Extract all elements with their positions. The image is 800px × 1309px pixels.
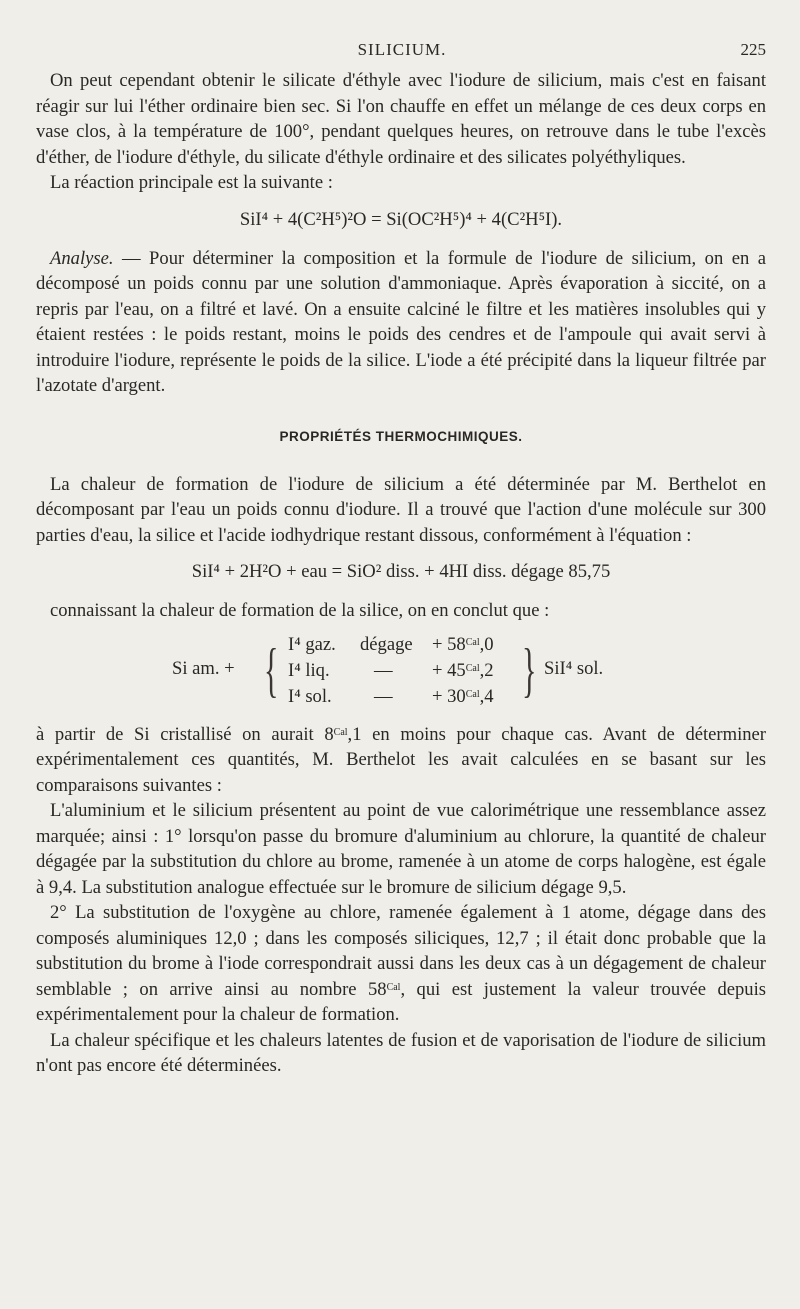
system-row: I⁴ sol. — + $30^{Cal},4$ bbox=[288, 685, 494, 707]
analyse-text: — Pour déterminer la composition et la formule de l'iodure de silicium, on en a décomposé un poids connu par une solution d'ammoniaque. Après évaporation à siccité, on a repris par l'eau, on a filtré et lavé. On a ensuite calciné le filtre et les matières insolubles qui y étaient restées : le poids restant, moins le poids des cendres et de l'ampoule qui avait servi à introduire l'iodure, représente le poids de la silice. L'iode a été précipité dans la liqueur filtrée par l'azotate d'argent. bbox=[36, 247, 766, 396]
paragraph-crystallised: à partir de Si cristallisé on aurait $8^{Cal},1$ en moins pour chaque cas. Avant de déterminer expérimentalement ces quantités, M. Berthelot les avait calculées en se basant sur les comparaisons suivantes : bbox=[36, 723, 766, 796]
paragraph-aluminium: L'aluminium et le silicium présentent au point de vue calorimétrique une ressemblance assez marquée; ainsi : 1° lorsqu'on passe du bromure d'aluminium au chlorure, la quantité de chaleur dégagée par la substitution du chlore au brome, ramenée à un atome de corps halogène, est égale à 9,4. La substitution analogue effectuée sur le bromure de silicium dégage 9,5. bbox=[36, 800, 766, 898]
paragraph-specific-heat: La chaleur spécifique et les chaleurs latentes de fusion et de vaporisation de l'iodure de silicium n'ont pas encore été déterminées. bbox=[36, 1029, 766, 1076]
running-title: SILICIUM. bbox=[357, 40, 447, 59]
system-row: I⁴ gaz. dégage + $58^{Cal},0$ bbox=[288, 633, 494, 655]
system-row: I⁴ liq. — + $45^{Cal},2$ bbox=[288, 659, 494, 681]
analyse-label: Analyse. bbox=[50, 247, 114, 269]
right-brace: } bbox=[522, 636, 537, 703]
paragraph-reaction-intro: La réaction principale est la suivante : bbox=[50, 172, 333, 193]
paragraph-analyse bbox=[36, 246, 766, 399]
system-rows bbox=[288, 632, 502, 710]
system-left: Si am. + bbox=[172, 657, 235, 679]
formula-reaction: SiI⁴ + 4(C²H⁵)²O = Si(OC²H⁵)⁴ + 4(C²H⁵I). bbox=[239, 208, 563, 230]
paragraph-berthelot: La chaleur de formation de l'iodure de silicium a été déterminée par M. Berthelot en décomposant par l'eau un poids connu d'iodure. Il a trouvé que l'action d'une molécule sur 300 parties d'eau, la silice et l'acide iodhydrique restant dissous, conformément à l'équation : bbox=[36, 473, 766, 546]
heat-system bbox=[36, 632, 766, 712]
page-header bbox=[38, 38, 766, 64]
section-heading: PROPRIÉTÉS THERMOCHIMIQUES. bbox=[279, 428, 523, 444]
page-body bbox=[36, 68, 766, 1079]
paragraph-silicate: On peut cependant obtenir le silicate d'éthyle avec l'iodure de silicium, mais c'est en faisant réagir sur lui l'éther ordinaire bien sec. Si l'on chauffe en effet un mélange de ces deux corps en vase clos, à la température de 100°, pendant quelques heures, on retrouve dans le tube l'excès d'éther, de l'iodure d'éthyle, du silicate d'éthyle ordinaire et des silicates polyéthyliques. bbox=[36, 70, 766, 168]
page-number: 225 bbox=[740, 40, 766, 59]
system-right: SiI⁴ sol. bbox=[544, 657, 604, 679]
paragraph-conclusion-intro: connaissant la chaleur de formation de la silice, on en conclut que : bbox=[50, 600, 550, 621]
formula-decomposition: SiI⁴ + 2H²O + eau = SiO² diss. + 4HI diss. dégage 85,75 bbox=[191, 561, 611, 582]
left-brace: { bbox=[264, 636, 279, 703]
paragraph-oxygen: 2° La substitution de l'oxygène au chlore, ramenée également à 1 atome, dégage dans des composés aluminiques 12,0 ; dans les composés siliciques, 12,7 ; il était donc probable que la substitution du brome à l'iode correspondrait aussi dans les deux cas à un dégagement de chaleur semblable ; on arrive ainsi au nombre $58^{Cal}$, qui est justement la valeur trouvée depuis expérimentalement pour la chaleur de formation. bbox=[36, 902, 766, 1025]
